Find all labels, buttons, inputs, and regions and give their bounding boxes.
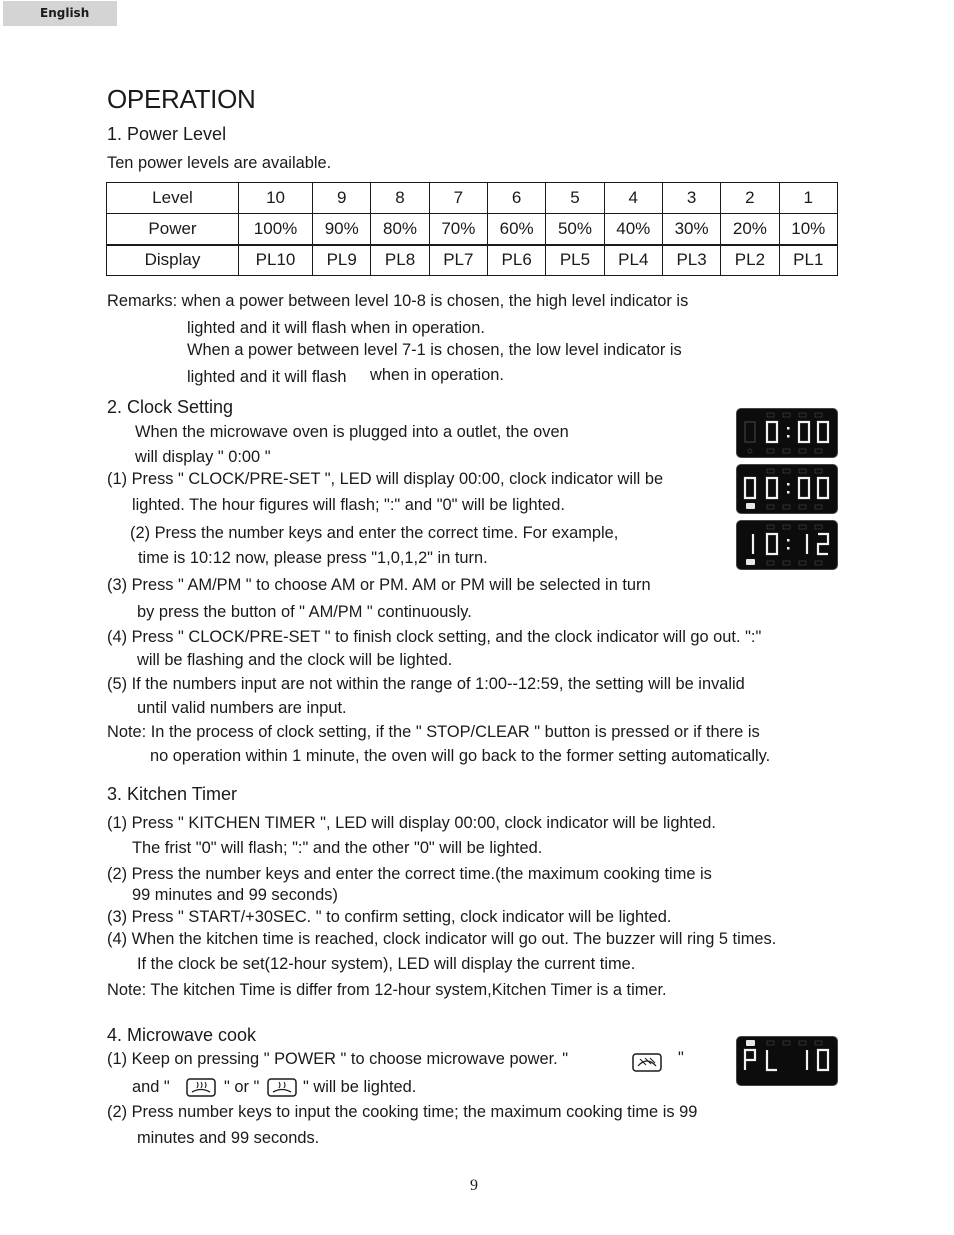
timer-line: Note: The kitchen Time is differ from 12-hour system,Kitchen Timer is a timer. bbox=[107, 981, 667, 999]
display-cell: PL2 bbox=[721, 245, 779, 276]
display-cell: PL8 bbox=[371, 245, 429, 276]
power-cell: 80% bbox=[371, 214, 429, 245]
level-cell: 9 bbox=[313, 183, 371, 214]
microwave-line: and " bbox=[132, 1078, 170, 1096]
remarks-line: lighted and it will flash when in operation. bbox=[187, 319, 485, 337]
table-row-level bbox=[107, 183, 838, 214]
clock-line: will be flashing and the clock will be lighted. bbox=[137, 651, 453, 669]
row-header-display: Display bbox=[107, 245, 239, 276]
page-number: 9 bbox=[470, 1177, 478, 1194]
remarks-line: When a power between level 7-1 is chosen, the low level indicator is bbox=[187, 341, 682, 359]
microwave-high-icon bbox=[632, 1053, 662, 1072]
level-cell: 10 bbox=[239, 183, 313, 214]
microwave-line: " or " bbox=[224, 1078, 260, 1096]
clock-line: (2) Press the number keys and enter the correct time. For example, bbox=[130, 524, 619, 542]
timer-line: If the clock be set(12-hour system), LED will display the current time. bbox=[137, 955, 636, 973]
display-cell: PL6 bbox=[488, 245, 546, 276]
microwave-line: (1) Keep on pressing " POWER " to choose microwave power. " bbox=[107, 1050, 569, 1068]
power-cell: 90% bbox=[313, 214, 371, 245]
clock-line: no operation within 1 minute, the oven will go back to the former setting automatically. bbox=[150, 747, 771, 765]
level-cell: 7 bbox=[429, 183, 487, 214]
microwave-line: (2) Press number keys to input the cooking time; the maximum cooking time is 99 bbox=[107, 1103, 698, 1121]
power-cell: 70% bbox=[429, 214, 487, 245]
row-header-level: Level bbox=[107, 183, 239, 214]
power-level-table bbox=[106, 182, 838, 276]
clock-line: by press the button of " AM/PM " continuously. bbox=[137, 603, 472, 621]
power-cell: 30% bbox=[662, 214, 720, 245]
remarks-line: when in operation. bbox=[370, 366, 504, 384]
timer-line: 99 minutes and 99 seconds) bbox=[132, 886, 338, 904]
clock-line: (5) If the numbers input are not within the range of 1:00--12:59, the setting will be invalid bbox=[107, 675, 745, 693]
display-cell: PL7 bbox=[429, 245, 487, 276]
display-cell: PL1 bbox=[779, 245, 837, 276]
power-cell: 10% bbox=[779, 214, 837, 245]
timer-line: (1) Press " KITCHEN TIMER ", LED will display 00:00, clock indicator will be lighted. bbox=[107, 814, 716, 832]
led-display-pl10 bbox=[736, 1036, 838, 1086]
remarks-line: lighted and it will flash bbox=[187, 368, 347, 386]
clock-line: (1) Press " CLOCK/PRE-SET ", LED will display 00:00, clock indicator will be bbox=[107, 470, 664, 488]
led-display-10-12 bbox=[736, 520, 838, 570]
section-heading-microwave-cook: 4. Microwave cook bbox=[107, 1025, 257, 1045]
clock-line: time is 10:12 now, please press "1,0,1,2" in turn. bbox=[138, 549, 488, 567]
timer-line: The frist "0" will flash; ":" and the other "0" will be lighted. bbox=[132, 839, 543, 857]
display-cell: PL3 bbox=[662, 245, 720, 276]
section-heading-power-level: 1. Power Level bbox=[107, 124, 227, 144]
display-cell: PL5 bbox=[546, 245, 604, 276]
clock-line: (3) Press " AM/PM " to choose AM or PM. AM or PM will be selected in turn bbox=[107, 576, 651, 594]
timer-line: (4) When the kitchen time is reached, clock indicator will go out. The buzzer will ring 5 times. bbox=[107, 930, 777, 948]
display-cell: PL10 bbox=[239, 245, 313, 276]
row-header-power: Power bbox=[107, 214, 239, 245]
clock-line: lighted. The hour figures will flash; ":" and "0" will be lighted. bbox=[132, 496, 565, 514]
level-cell: 3 bbox=[662, 183, 720, 214]
clock-line: (4) Press " CLOCK/PRE-SET " to finish clock setting, and the clock indicator will go out. ":" bbox=[107, 628, 762, 646]
clock-line: until valid numbers are input. bbox=[137, 699, 347, 717]
level-cell: 2 bbox=[721, 183, 779, 214]
power-cell: 40% bbox=[604, 214, 662, 245]
remarks-line: Remarks: when a power between level 10-8 is chosen, the high level indicator is bbox=[107, 292, 689, 310]
table-row-display bbox=[107, 245, 838, 276]
level-cell: 4 bbox=[604, 183, 662, 214]
section-heading-kitchen-timer: 3. Kitchen Timer bbox=[107, 784, 238, 804]
led-display-00-00 bbox=[736, 464, 838, 514]
microwave-line: minutes and 99 seconds. bbox=[137, 1129, 320, 1147]
power-level-intro: Ten power levels are available. bbox=[107, 154, 332, 172]
table-row-power bbox=[107, 214, 838, 245]
level-cell: 1 bbox=[779, 183, 837, 214]
microwave-low-icon bbox=[267, 1078, 297, 1097]
microwave-line: " will be lighted. bbox=[303, 1078, 417, 1096]
clock-line: When the microwave oven is plugged into a outlet, the oven bbox=[135, 423, 569, 441]
power-cell: 50% bbox=[546, 214, 604, 245]
power-cell: 100% bbox=[239, 214, 313, 245]
display-cell: PL4 bbox=[604, 245, 662, 276]
led-display-0-00 bbox=[736, 408, 838, 458]
level-cell: 5 bbox=[546, 183, 604, 214]
microwave-medium-icon bbox=[186, 1078, 216, 1097]
level-cell: 8 bbox=[371, 183, 429, 214]
language-tab: English bbox=[3, 1, 117, 26]
level-cell: 6 bbox=[488, 183, 546, 214]
section-heading-clock-setting: 2. Clock Setting bbox=[107, 397, 234, 417]
clock-line: Note: In the process of clock setting, if the " STOP/CLEAR " button is pressed or if there is bbox=[107, 723, 760, 741]
clock-line: will display " 0:00 " bbox=[135, 448, 271, 466]
page-title: OPERATION bbox=[107, 84, 256, 114]
timer-line: (2) Press the number keys and enter the correct time.(the maximum cooking time is bbox=[107, 865, 712, 883]
microwave-line: " bbox=[678, 1049, 684, 1067]
display-cell: PL9 bbox=[313, 245, 371, 276]
timer-line: (3) Press " START/+30SEC. " to confirm setting, clock indicator will be lighted. bbox=[107, 908, 672, 926]
power-cell: 20% bbox=[721, 214, 779, 245]
power-cell: 60% bbox=[488, 214, 546, 245]
